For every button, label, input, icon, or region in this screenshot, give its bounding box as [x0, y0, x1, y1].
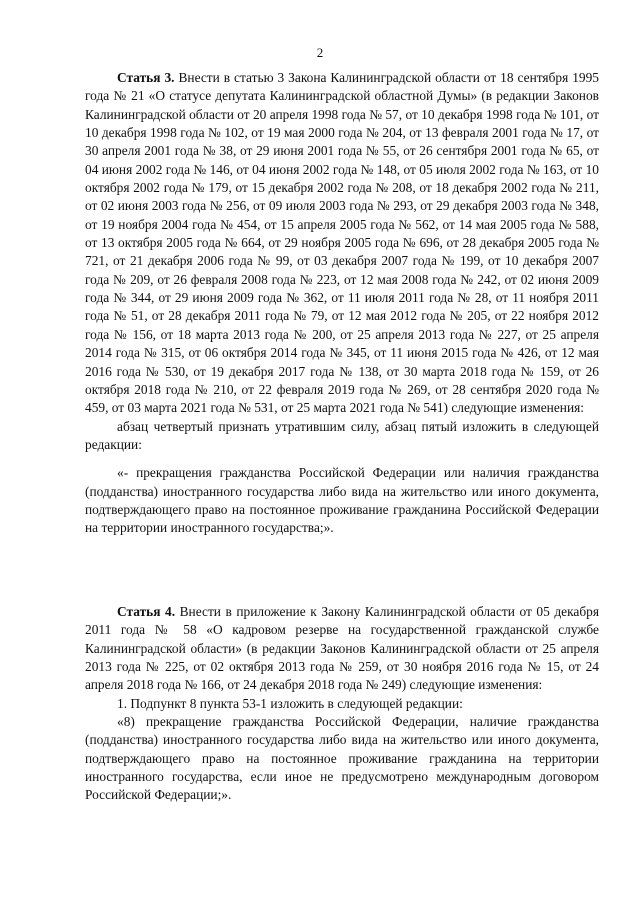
article-4-heading: Статья 4. [117, 604, 176, 619]
article-3-instruction: абзац четвертый признать утратившим силу, абзац пятый изложить в следующей редакции: [85, 418, 599, 452]
article-3-paragraph [85, 69, 599, 418]
article-3-heading: Статья 3. [117, 70, 175, 85]
article-4-item-1: 1. Подпункт 8 пункта 53-1 изложить в следующей редакции: [117, 695, 463, 711]
article-4-body: Внести в приложение к Закону Калининградской области от 05 декабря 2011 года № 58 «О кадровом резерве на государственной гражданской службе Калининградской области» (в редакции Законов Калининградской области от 25 апреля 2013 года № 225, от 02 октября 2013 года № 259, от 30 ноября 2016 года № 15, от 24 апреля 2018 года № 166, от 24 декабря 2018 года № 249) следующие изменения: [85, 604, 599, 693]
article-3-quote: «- прекращения гражданства Российской Федерации или наличия гражданства (подданства) иностранного государства либо вида на жительство или иного документа, подтверждающего право на постоянное проживание гражданина Российской Федерации на территории иностранного государства;». [85, 465, 599, 536]
article-4-paragraph [85, 603, 599, 695]
article-3 [85, 69, 599, 538]
article-3-body: Внести в статью 3 Закона Калининградской области от 18 сентября 1995 года № 21 «О статусе депутата Калининградской областной Думы» (в редакции Законов Калининградской области от 20 апреля 1998 года № 57, от 10 декабря 1998 года № 101, от 10 декабря 1998 года № 102, от 19 мая 2000 года № 204, от 13 февраля 2001 года № 17, от 30 апреля 2001 года № 38, от 29 июня 2001 года № 55, от 26 сентября 2001 года № 65, от 04 июня 2002 года № 146, от 04 июня 2002 года № 148, от 05 июля 2002 года № 163, от 10 октября 2002 года № 179, от 15 декабря 2002 года № 208, от 18 декабря 2002 года № 211, от 02 июня 2003 года № 256, от 09 июля 2003 года № 293, от 29 декабря 2003 года № 348, от 19 ноября 2004 года № 454, от 15 апреля 2005 года № 562, от 14 мая 2005 года № 588, от 13 октября 2005 года № 664, от 29 ноября 2005 года № 696, от 28 декабря 2005 года № 721, от 21 декабря 2006 года № 99, от 03 декабря 2007 года № 199, от 10 декабря 2007 года № 209, от 26 февраля 2008 года № 223, от 12 мая 2008 года № 242, от 02 июня 2009 года № 344, от 29 июня 2009 года № 362, от 11 июля 2011 года № 28, от 11 ноября 2011 года № 51, от 28 декабря 2011 года № 79, от 12 мая 2012 года № 205, от 22 ноября 2012 года № 156, от 18 марта 2013 года № 200, от 25 апреля 2013 года № 227, от 25 апреля 2014 года № 315, от 06 октября 2014 года № 345, от 11 июня 2015 года № 426, от 12 мая 2016 года № 530, от 19 декабря 2017 года № 138, от 30 марта 2018 года № 159, от 26 октября 2018 года № 210, от 22 февраля 2019 года № 269, от 28 сентября 2020 года № 459, от 03 марта 2021 года № 531, от 25 марта 2021 года № 541) следующие изменения: [85, 70, 599, 416]
article-4 [85, 603, 599, 805]
page-number: 2 [316, 45, 324, 60]
article-4-quote: «8) прекращение гражданства Российской Федерации, наличие гражданства (подданства) иностранного государства либо вида на жительство или иного документа, подтверждающего право на постоянное проживание гражданина на территории иностранного государства, если иное не предусмотрено международным договором Российской Федерации;». [85, 714, 599, 803]
